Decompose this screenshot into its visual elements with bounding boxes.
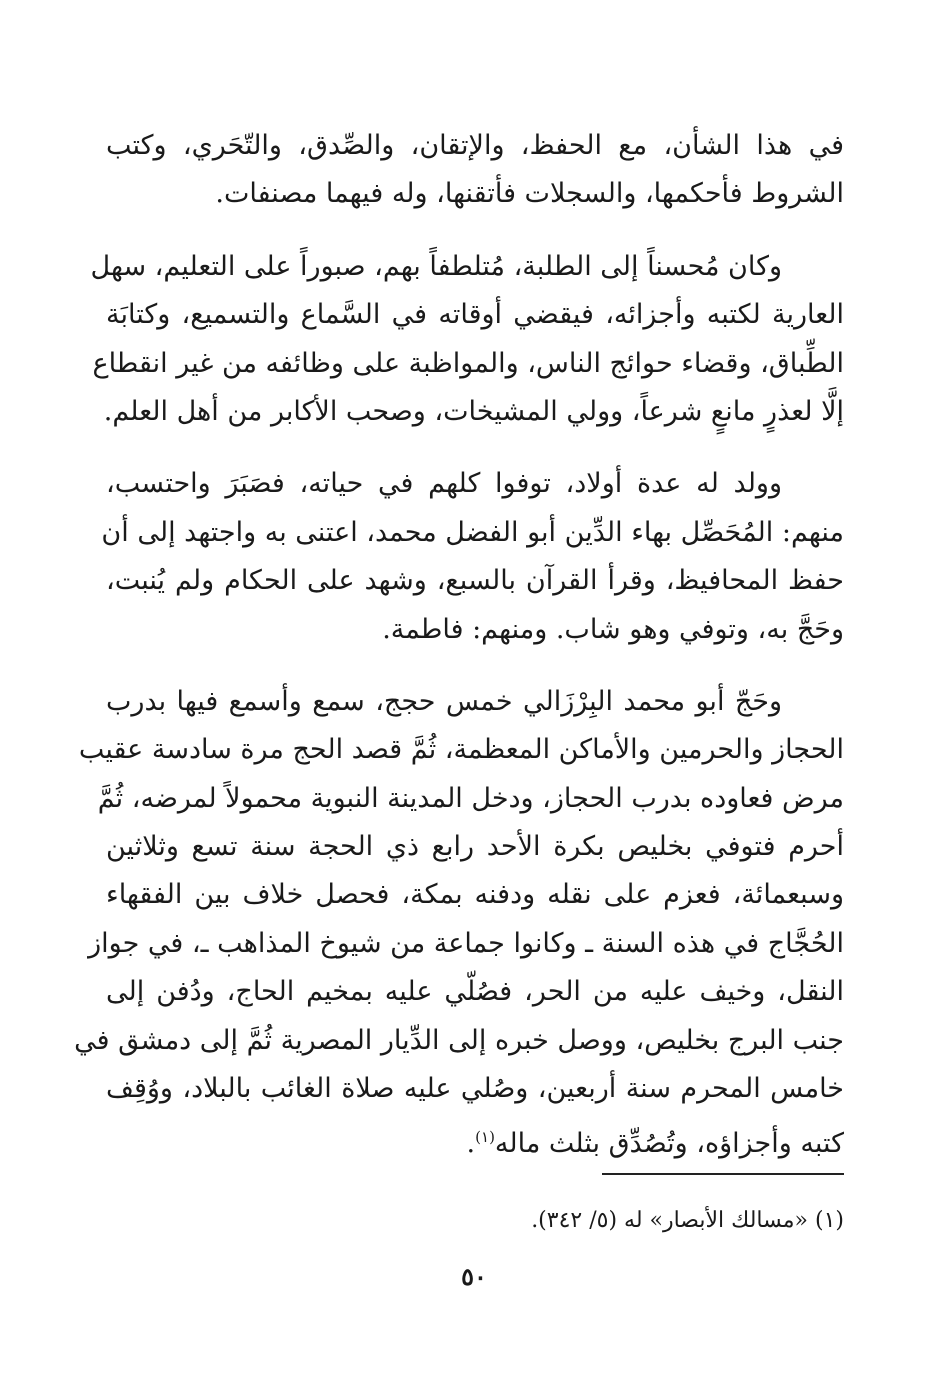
text-line: [106, 1113, 844, 1161]
body-text: [74, 122, 844, 1162]
text-line: الشروط فأحكمها، والسجلات فأتقنها، وله فيهما مصنفات.: [215, 178, 844, 210]
text-line: جنب البرج بخليص، ووصل خبره إلى الدِّيار المصرية ثُمَّ إلى دمشق في: [74, 1024, 844, 1056]
page-number: ٥٠: [461, 1262, 487, 1291]
text-line: الحجاز والحرمين والأماكن المعظمة، ثُمَّ قصد الحج مرة سادسة عقيب: [78, 734, 844, 766]
paragraph: [90, 243, 844, 437]
text-line: وكان مُحسناً إلى الطلبة، مُتلطفاً بهم، صبوراً على التعليم، سهل: [90, 250, 782, 282]
text-line: وسبعمائة، فعزم على نقله ودفنه بمكة، فحصل خلاف بين الفقهاء: [106, 879, 844, 911]
footnote-reference[interactable]: (١): [475, 1128, 495, 1147]
text-fragment: كتبه وأجزاؤه، وتُصُدِّق بثلث ماله: [494, 1128, 844, 1160]
text-line: حفظ المحافيظ، وقرأ القرآن بالسبع، وشهد على الحكام ولم يُنبت،: [106, 565, 844, 597]
text-line: خامس المحرم سنة أربعين، وصُلي عليه صلاة الغائب بالبلاد، ووُقِف: [106, 1073, 844, 1105]
text-line: وحَجّ أبو محمد البِرْزَالي خمس حجج، سمع وأسمع فيها بدرب: [106, 685, 782, 717]
text-line: وولد له عدة أولاد، توفوا كلهم في حياته، فصَبَرَ واحتسب،: [106, 468, 782, 500]
text-line: وحَجَّ به، وتوفي وهو شاب. ومنهم: فاطمة.: [382, 613, 844, 645]
text-line: الحُجَّاج في هذه السنة ـ وكانوا جماعة من شيوخ المذاهب ـ، في جواز: [88, 927, 844, 959]
text-line: مرض فعاوده بدرب الحجاز، ودخل المدينة النبوية محمولاً لمرضه، ثُمَّ: [97, 782, 844, 814]
text-line: إلَّا لعذرٍ مانعٍ شرعاً، وولي المشيخات، وصحب الأكابر من أهل العلم.: [103, 395, 844, 427]
text-line: أحرم فتوفي بخليص بكرة الأحد رابع ذي الحجة سنة تسع وثلاثين: [106, 831, 844, 863]
text-line: العارية لكتبه وأجزائه، فيقضي أوقاته في السَّماع والتسميع، وكتابَة: [106, 299, 844, 331]
footnote-text: «مسالك الأبصار» له (٥/ ٣٤٢).: [531, 1208, 808, 1233]
end-punctuation: .: [466, 1128, 476, 1160]
text-line: النقل، وخيف عليه من الحر، فصُلّي عليه بمخيم الحاج، ودُفن إلى: [106, 976, 844, 1008]
footnote: [106, 1203, 844, 1239]
paragraph: [101, 460, 844, 654]
text-line: الطِّباق، وقضاء حوائج الناس، والمواظبة على وظائفه من غير انقطاع: [92, 347, 844, 379]
paragraph: [74, 678, 844, 1162]
text-line: منهم: المُحَصِّل بهاء الدِّين أبو الفضل محمد، اعتنى به واجتهد إلى أن: [101, 516, 844, 548]
footnote-divider: [602, 1173, 844, 1175]
text-line: في هذا الشأن، مع الحفظ، والإتقان، والصِّدق، والتّحَري، وكتب: [106, 130, 844, 161]
paragraph: [106, 122, 844, 219]
footnote-marker: (١): [814, 1208, 844, 1233]
